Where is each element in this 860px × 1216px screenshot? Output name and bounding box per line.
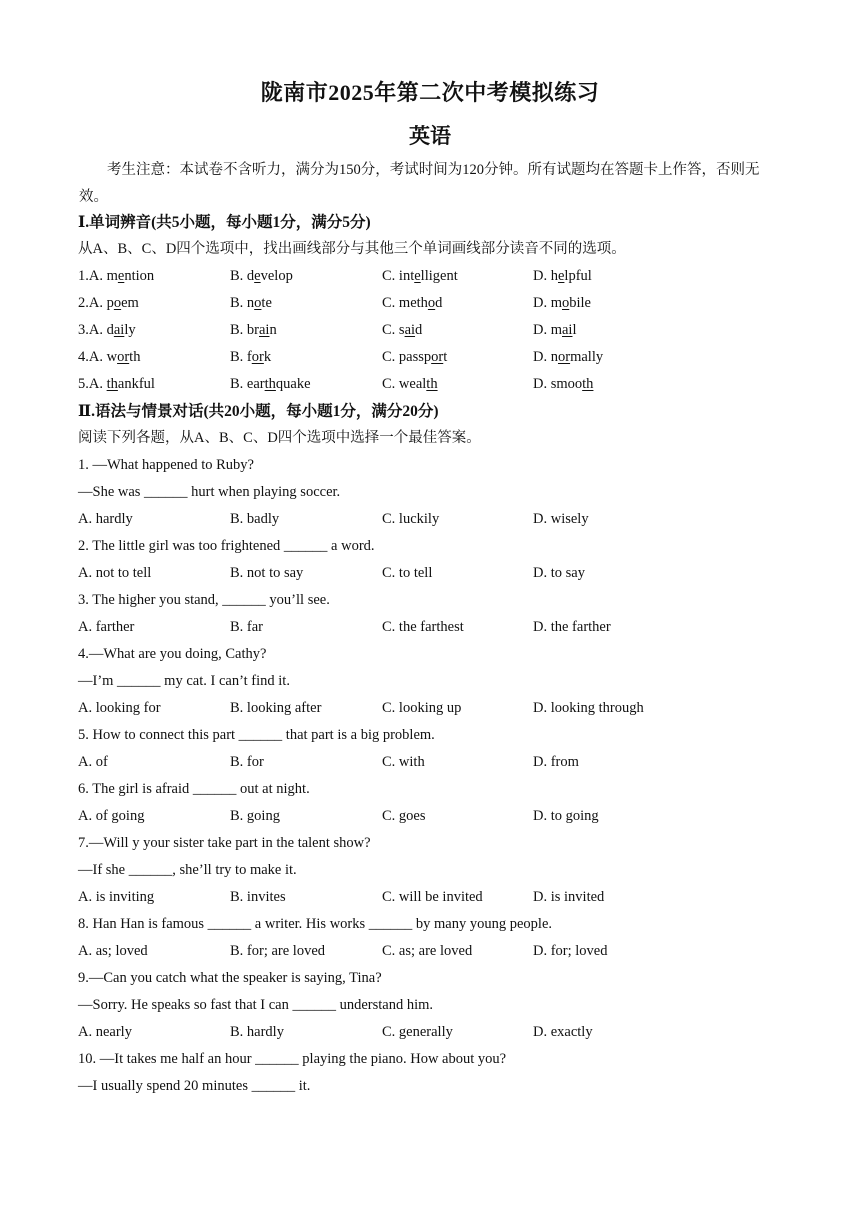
section2-heading: Ⅱ.语法与情景对话(共20小题，每小题1分，满分20分) [78,403,439,420]
phonics-4-option-a [78,344,140,371]
option-text: B. n [230,295,255,311]
phonics-2-option-a [78,290,139,317]
q2-option-d: D. to say [533,565,585,581]
option-text: ly [124,322,136,338]
q9-option-b: B. hardly [230,1024,284,1040]
q2-option-c: C. to tell [382,565,433,581]
phonics-3-option-a [78,317,136,344]
q4-option-c: C. looking up [382,700,462,716]
underlined-letters: o [427,295,436,311]
q5-option-c: C. with [382,754,425,770]
q9-option-a: A. nearly [78,1024,132,1040]
underlined-letters: th [264,376,276,392]
option-text: k [263,349,272,365]
q1-stem-reply: —She was ______ hurt when playing soccer. [78,484,341,500]
q5-options [78,749,798,776]
phonics-1-option-c [382,263,458,290]
option-text: ntion [124,268,155,284]
option-text: C. s [382,322,405,338]
option-text: em [121,295,139,311]
phonics-1-option-b [230,263,293,290]
option-text: B. f [230,349,252,365]
phonics-item-3 [78,317,798,344]
option-text: C. int [382,268,415,284]
option-text: 2.A. p [78,295,114,311]
q1-options [78,506,798,533]
underlined-letters: or [431,349,444,365]
phonics-5-option-d [533,371,593,398]
q6-options [78,803,798,830]
option-text: 4.A. w [78,349,118,365]
phonics-4-option-c [382,344,447,371]
underlined-letters: e [557,268,565,284]
q7-stem: 7.—Will y your sister take part in the talent show? [78,835,371,851]
underlined-letters: th [426,376,438,392]
underlined-letters: th [582,376,594,392]
phonics-item-4 [78,344,798,371]
underlined-letters: ai [562,322,573,338]
phonics-item-5 [78,371,798,398]
q9-option-d: D. exactly [533,1024,593,1040]
underlined-letters: ai [404,322,416,338]
underlined-letters: ai [113,322,125,338]
option-text: 1.A. m [78,268,118,284]
q8-option-c: C. as; are loved [382,943,473,959]
q6-option-b: B. going [230,808,280,824]
q4-options [78,695,798,722]
q2-options [78,560,798,587]
option-text: 3.A. d [78,322,114,338]
option-text: bile [569,295,591,311]
phonics-2-option-b [230,290,272,317]
q7-options [78,884,798,911]
q7-option-a: A. is inviting [78,889,155,905]
q1-option-a: A. hardly [78,511,133,527]
q9-stem: 9.—Can you catch what the speaker is saying, Tina? [78,970,382,986]
option-text: t [443,349,448,365]
q1-option-d: D. wisely [533,511,589,527]
q6-option-a: A. of going [78,808,145,824]
phonics-3-option-c [382,317,422,344]
q6-option-c: C. goes [382,808,426,824]
option-text: B. d [230,268,255,284]
phonics-5-option-b [230,371,311,398]
option-text: l [572,322,577,338]
option-text: ankful [117,376,155,392]
q4-stem-reply: —I’m ______ my cat. I can’t find it. [78,673,290,689]
option-text: D. smoo [533,376,583,392]
q3-option-a: A. farther [78,619,135,635]
underlined-letters: e [414,268,421,284]
option-text: n [269,322,277,338]
q9-option-c: C. generally [382,1024,453,1040]
q3-option-c: C. the farthest [382,619,464,635]
underlined-letters: ai [259,322,270,338]
option-text: mally [570,349,604,365]
phonics-5-option-c [382,371,438,398]
q9-stem-reply: —Sorry. He speaks so fast that I can ______ understand him. [78,997,434,1013]
option-text: lligent [420,268,458,284]
underlined-letters: e [254,268,261,284]
q2-stem: 2. The little girl was too frightened ______ a word. [78,538,375,554]
option-text: B. ear [230,376,265,392]
q2-option-a: A. not to tell [78,565,152,581]
section2-instruction: 阅读下列各题，从A、B、C、D四个选项中选择一个最佳答案。 [78,430,481,446]
q7-option-c: C. will be invited [382,889,483,905]
phonics-1-option-a [78,263,154,290]
section1-instruction: 从A、B、C、D四个选项中，找出画线部分与其他三个单词画线部分读音不同的选项。 [78,241,626,257]
option-text: velop [260,268,293,284]
underlined-letters: or [557,349,571,365]
q8-option-b: B. for; are loved [230,943,326,959]
option-text: C. passp [382,349,432,365]
q4-option-a: A. looking for [78,700,161,716]
q1-stem: 1. —What happened to Ruby? [78,457,254,473]
option-text: d [435,295,443,311]
q2-option-b: B. not to say [230,565,304,581]
q8-stem: 8. Han Han is famous ______ a writer. His works ______ by many young people. [78,916,553,932]
phonics-2-option-c [382,290,442,317]
q5-option-a: A. of [78,754,108,770]
q1-option-c: C. luckily [382,511,440,527]
phonics-item-1 [78,263,798,290]
underlined-letters: or [117,349,130,365]
option-text: th [129,349,141,365]
exam-title: 陇南市2025年第二次中考模拟练习 [260,80,600,105]
option-text: C. weal [382,376,427,392]
q3-option-d: D. the farther [533,619,611,635]
q3-stem: 3. The higher you stand, ______ you’ll see. [78,592,330,608]
q5-stem: 5. How to connect this part ______ that part is a big problem. [78,727,435,743]
q4-stem: 4.—What are you doing, Cathy? [78,646,267,662]
option-text: lpful [564,268,592,284]
q7-stem-reply: —If she ______, she’ll try to make it. [78,862,297,878]
underlined-letters: o [254,295,262,311]
option-text: D. m [533,295,562,311]
phonics-5-option-a [78,371,155,398]
phonics-item-2 [78,290,798,317]
q3-options [78,614,798,641]
option-text: 5.A. [78,376,107,392]
phonics-3-option-b [230,317,277,344]
phonics-1-option-d [533,263,592,290]
underlined-letters: o [562,295,570,311]
option-text: C. meth [382,295,428,311]
option-text: D. n [533,349,558,365]
underlined-letters: e [117,268,125,284]
q3-option-b: B. far [230,619,264,635]
underlined-letters: th [106,376,118,392]
option-text: D. m [533,322,562,338]
option-text: te [261,295,272,311]
q4-option-b: B. looking after [230,700,322,716]
q5-option-b: B. for [230,754,264,770]
q9-options [78,1019,798,1046]
phonics-2-option-d [533,290,591,317]
phonics-4-option-d [533,344,603,371]
q1-option-b: B. badly [230,511,280,527]
option-text: B. br [230,322,259,338]
option-text: D. h [533,268,558,284]
option-text: d [415,322,423,338]
option-text: quake [275,376,311,392]
subject-title: 英语 [409,124,451,148]
section1-heading: Ⅰ.单词辨音(共5小题，每小题1分，满分5分) [78,214,371,231]
q6-option-d: D. to going [533,808,599,824]
q8-option-d: D. for; loved [533,943,608,959]
q10-stem: 10. —It takes me half an hour ______ playing the piano. How about you? [78,1051,507,1067]
q7-option-d: D. is invited [533,889,605,905]
phonics-4-option-b [230,344,271,371]
underlined-letters: o [113,295,122,311]
q4-option-d: D. looking through [533,700,644,716]
underlined-letters: or [251,349,264,365]
q5-option-d: D. from [533,754,579,770]
exam-notice: 考生注意：本试卷不含听力，满分为150分，考试时间为120分钟。所有试题均在答题卡上作答，否则无效。 [79,162,760,205]
q10-stem-reply: —I usually spend 20 minutes ______ it. [78,1078,311,1094]
q8-option-a: A. as; loved [78,943,148,959]
q8-options [78,938,798,965]
q6-stem: 6. The girl is afraid ______ out at night. [78,781,310,797]
phonics-3-option-d [533,317,577,344]
q7-option-b: B. invites [230,889,286,905]
